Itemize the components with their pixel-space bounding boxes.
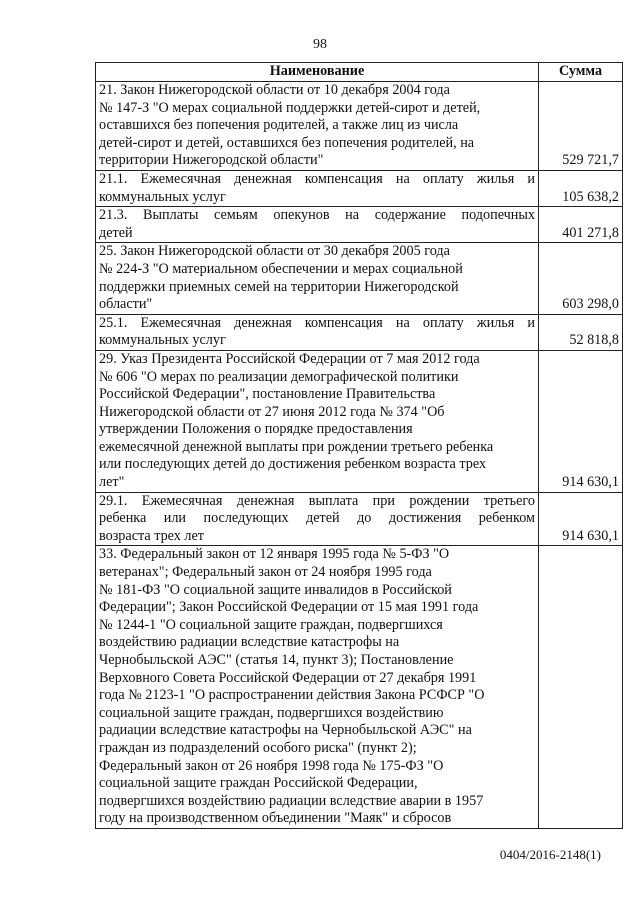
table-row: [96, 546, 623, 829]
row-name-line: радиации вследствие катастрофы на Чернобыльской АЭС" на: [99, 722, 472, 739]
row-name-line: коммунальных услуг: [99, 332, 226, 349]
row-name-cell: [96, 546, 539, 829]
row-name-line: Российской Федерации", постановление Правительства: [99, 386, 436, 403]
table-header-row: [96, 63, 623, 82]
row-sum-cell: 914 630,1: [539, 492, 623, 546]
row-name-line: ребенка или последующих детей до достижения ребенком: [99, 510, 535, 527]
budget-table: [95, 62, 623, 829]
row-name-cell: [96, 170, 539, 206]
row-name-line: № 606 "О мерах по реализации демографической политики: [99, 368, 459, 385]
row-name-line: Федерации"; Закон Российской Федерации от 15 мая 1991 года: [99, 599, 479, 616]
table-row: [96, 207, 623, 243]
row-name-line: Федеральный закон от 26 ноября 1998 года № 175-ФЗ "О: [99, 757, 444, 774]
row-name-line: № 1244-1 "О социальной защите граждан, подвергшихся: [99, 616, 443, 633]
row-name-line: 29.1. Ежемесячная денежная выплата при рождении третьего: [99, 492, 535, 509]
row-name-line: № 147-З "О мерах социальной поддержки детей-сирот и детей,: [99, 99, 481, 116]
row-name-line: области": [99, 296, 153, 313]
row-sum-cell: 52 818,8: [539, 314, 623, 350]
row-sum-cell: [539, 546, 623, 829]
row-name-line: 29. Указ Президента Российской Федерации от 7 мая 2012 года: [99, 350, 480, 367]
row-name-line: оставшихся без попечения родителей, а также лиц из числа: [99, 117, 459, 134]
row-name-line: году на производственном объединении "Маяк" и сбросов: [99, 810, 452, 827]
row-name-line: 21.3. Выплаты семьям опекунов на содержание подопечных: [99, 207, 535, 224]
row-name-line: 25.1. Ежемесячная денежная компенсация на оплату жилья и: [99, 314, 535, 331]
row-name-line: 25. Закон Нижегородской области от 30 декабря 2005 года: [99, 243, 450, 260]
row-sum-cell: 914 630,1: [539, 350, 623, 492]
row-name-line: подвергшихся воздействию радиации вследствие аварии в 1957: [99, 792, 484, 809]
table-row: [96, 82, 623, 171]
row-name-line: № 181-ФЗ "О социальной защите инвалидов в Российской: [99, 581, 452, 598]
row-name-cell: [96, 314, 539, 350]
row-name-line: ветеранах"; Федеральный закон от 24 ноября 1995 года: [99, 564, 432, 581]
row-name-line: социальной защите граждан Российской Федерации,: [99, 775, 418, 792]
row-name-line: лет": [99, 474, 125, 491]
row-name-line: детей: [99, 224, 133, 241]
row-name-line: утверждении Положения о порядке предоставления: [99, 421, 413, 438]
row-name-line: граждан из подразделений особого риска" (пункт 2);: [99, 739, 417, 756]
row-name-line: воздействию радиации вследствие катастрофы на: [99, 634, 400, 651]
row-sum-cell: 401 271,8: [539, 207, 623, 243]
row-name-line: 33. Федеральный закон от 12 января 1995 года № 5-ФЗ "О: [99, 546, 450, 563]
page-number: 98: [313, 37, 327, 52]
row-name-line: коммунальных услуг: [99, 188, 226, 205]
row-name-cell: [96, 492, 539, 546]
table-body: [96, 82, 623, 829]
table-row: [96, 492, 623, 546]
table-row: [96, 350, 623, 492]
row-name-line: или последующих детей до достижения ребенком возраста трех: [99, 456, 487, 473]
row-name-cell: [96, 207, 539, 243]
document-code: 0404/2016-2148(1): [499, 847, 601, 862]
row-name-line: Верховного Совета Российской Федерации от 27 декабря 1991: [99, 669, 477, 686]
row-name-cell: [96, 350, 539, 492]
row-name-line: 21.1. Ежемесячная денежная компенсация на оплату жилья и: [99, 170, 535, 187]
row-sum-cell: 105 638,2: [539, 170, 623, 206]
row-name-cell: [96, 243, 539, 314]
row-name-line: социальной защите граждан, подвергшихся воздействию: [99, 704, 444, 721]
table-row: [96, 243, 623, 314]
row-name-line: года № 2123-1 "О распространении действия Закона РСФСР "О: [99, 687, 485, 704]
row-name-line: территории Нижегородской области": [99, 152, 324, 169]
row-name-line: Нижегородской области от 27 июня 2012 года № 374 "Об: [99, 403, 445, 420]
table-row: [96, 314, 623, 350]
row-name-line: возраста трех лет: [99, 527, 205, 544]
row-name-line: ежемесячной денежной выплаты при рождении третьего ребенка: [99, 438, 494, 455]
row-sum-cell: 529 721,7: [539, 82, 623, 171]
row-name-line: № 224-З "О материальном обеспечении и мерах социальной: [99, 260, 463, 277]
header-name: Наименование: [96, 63, 539, 82]
row-name-line: поддержки приемных семей на территории Нижегородской: [99, 278, 459, 295]
row-name-cell: [96, 82, 539, 171]
row-name-line: 21. Закон Нижегородской области от 10 декабря 2004 года: [99, 82, 450, 98]
row-sum-cell: 603 298,0: [539, 243, 623, 314]
header-sum: Сумма: [539, 63, 623, 82]
row-name-line: детей-сирот и детей, оставшихся без попечения родителей, на: [99, 134, 475, 151]
row-name-line: Чернобыльской АЭС" (статья 14, пункт 3); Постановление: [99, 652, 454, 668]
table-row: [96, 170, 623, 206]
